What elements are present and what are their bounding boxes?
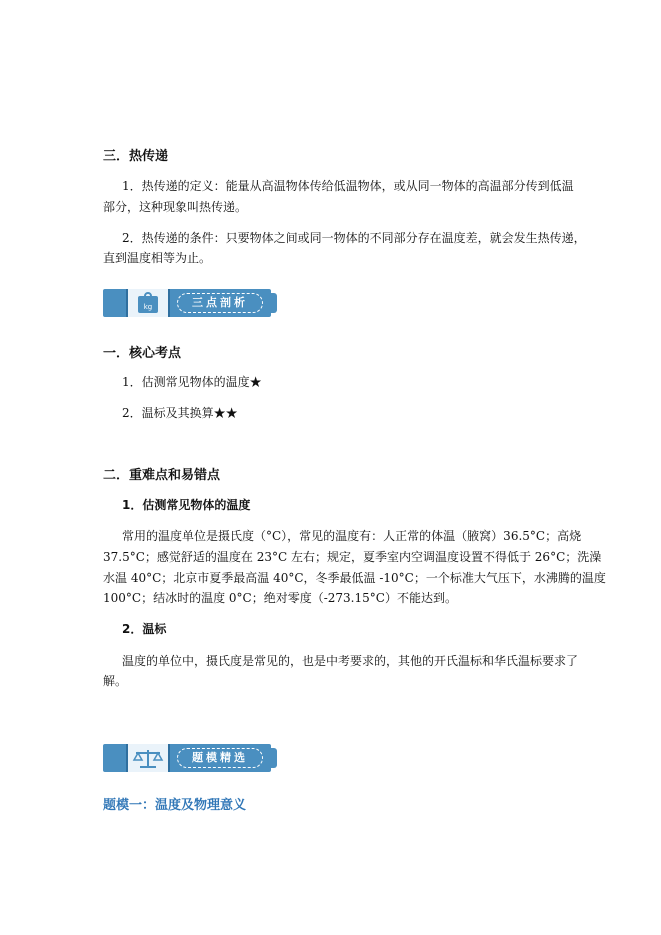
subheading: 2．温标 <box>122 622 167 636</box>
paragraph-line: 37.5°C；感觉舒适的温度在 23°C 左右；规定，夏季室内空调温度设置不得低于 26°C；洗澡 <box>103 550 602 564</box>
section-heading-key-points: 二．重难点和易错点 <box>103 468 221 483</box>
paragraph-line: 1．热传递的定义：能量从高温物体传给低温物体，或从同一物体的高温部分传到低温 <box>122 179 574 193</box>
paragraph-line: 部分，这种现象叫热传递。 <box>103 200 248 214</box>
banner-label: 题模精选 <box>177 748 263 768</box>
section-banner-selected-problems <box>103 744 271 772</box>
list-item: 2．温标及其换算★★ <box>122 406 238 420</box>
paragraph-line: 水温 40°C；北京市夏季最高温 40°C，冬季最低温 -10°C；一个标准大气压下，水沸腾的温度 <box>103 571 606 585</box>
svg-text:kg: kg <box>143 303 153 311</box>
balance-scale-icon <box>126 744 170 772</box>
paragraph-line: 常用的温度单位是摄氏度（°C），常见的温度有：人正常的体温（腋窝）36.5°C；高烧 <box>122 529 582 543</box>
paragraph-line: 直到温度相等为止。 <box>103 251 212 265</box>
banner-tail <box>271 293 277 313</box>
subheading: 1．估测常见物体的温度 <box>122 498 251 512</box>
paragraph-line: 100°C；结冰时的温度 0°C；绝对零度（-273.15°C）不能达到。 <box>103 591 457 605</box>
section-heading-heat-transfer: 三．热传递 <box>103 149 169 164</box>
section-banner-analysis <box>103 289 271 317</box>
section-heading-core: 一．核心考点 <box>103 346 182 361</box>
list-item: 1．估测常见物体的温度★ <box>122 375 262 389</box>
banner-label: 三点剖析 <box>177 293 263 313</box>
banner-tail <box>271 748 277 768</box>
paragraph-line: 解。 <box>103 674 128 688</box>
model-title: 题模一：温度及物理意义 <box>103 798 247 813</box>
weight-kg-icon <box>126 289 170 317</box>
paragraph-line: 2．热传递的条件：只要物体之间或同一物体的不同部分存在温度差，就会发生热传递， <box>122 231 586 245</box>
paragraph-line: 温度的单位中，摄氏度是常见的，也是中考要求的，其他的开氏温标和华氏温标要求了 <box>122 654 579 668</box>
